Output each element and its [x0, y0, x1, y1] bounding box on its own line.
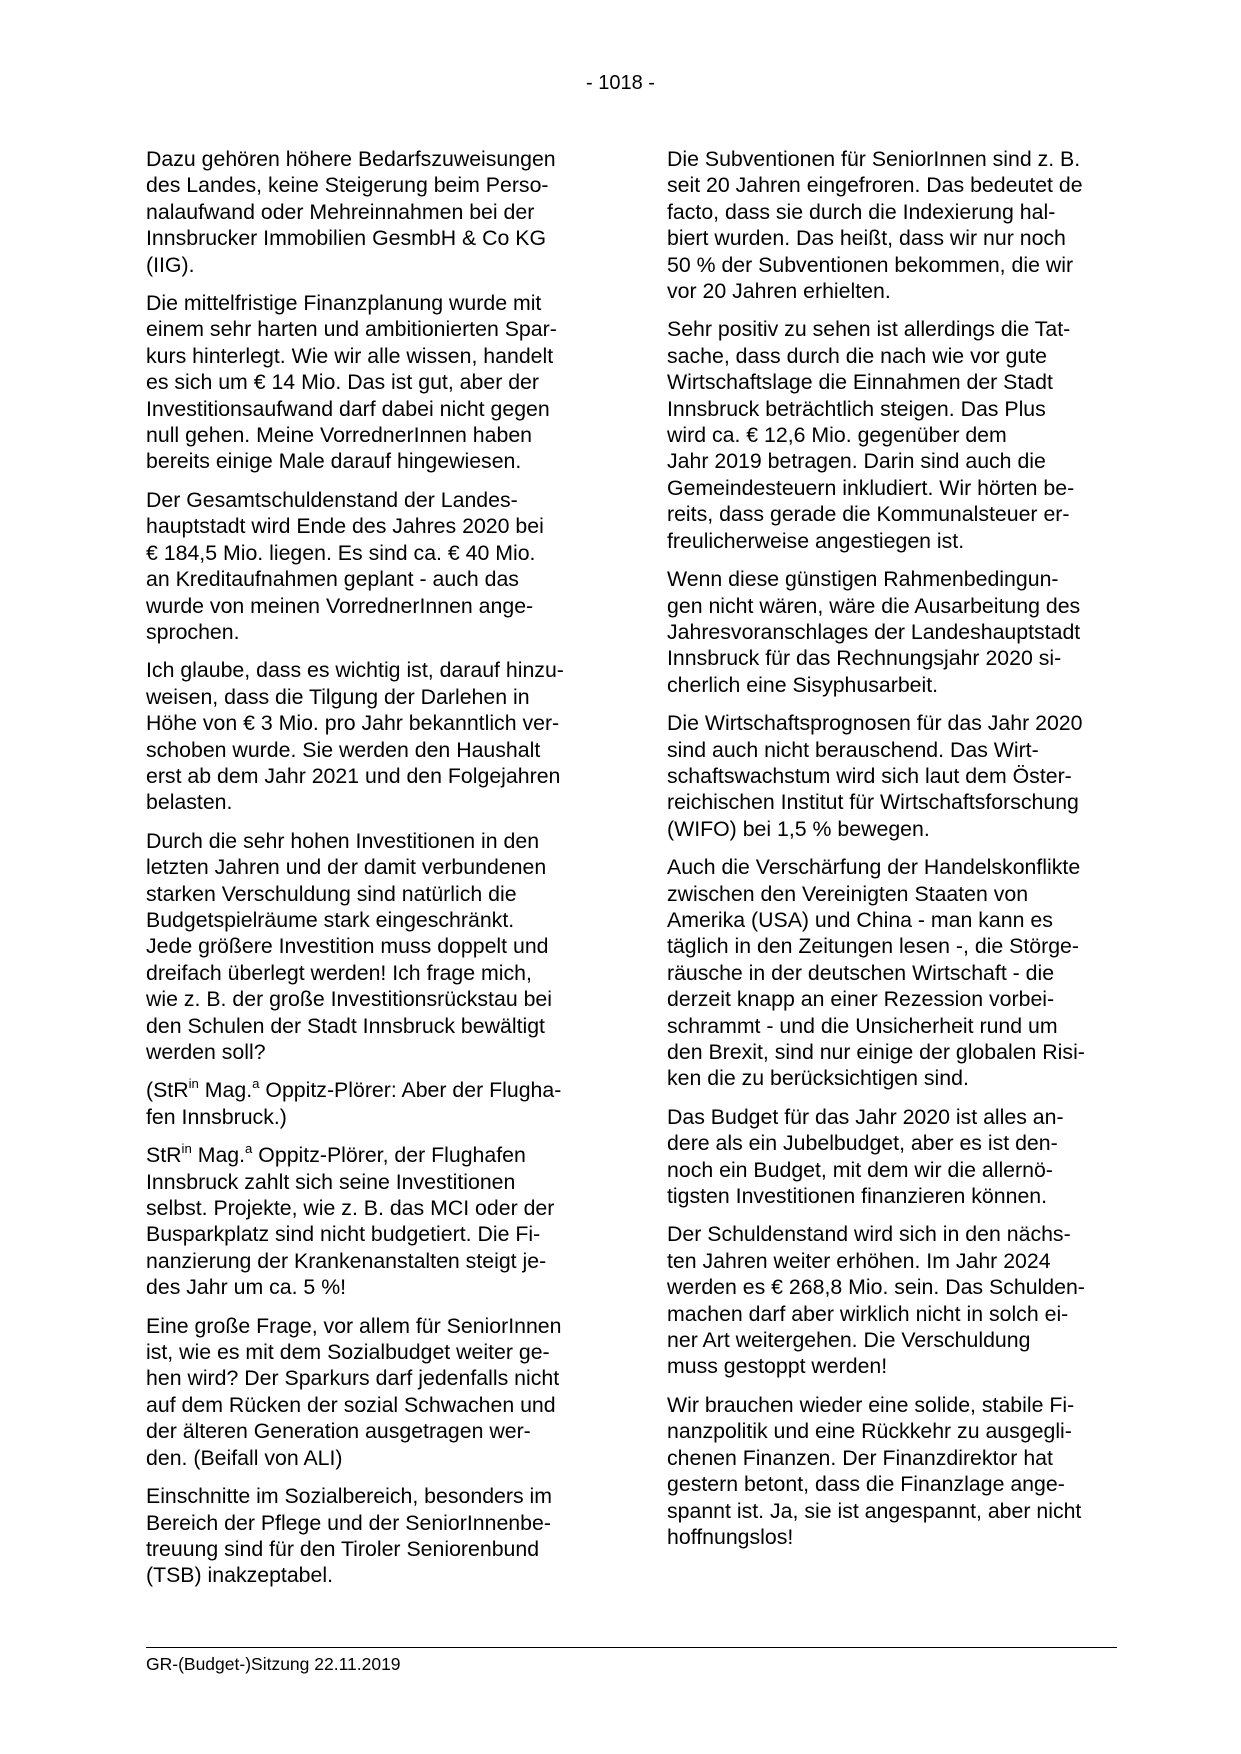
paragraph: Sehr positiv zu sehen ist allerdings die Tat- sache, dass durch die nach wie vor gute Wirtschaftslage die Einnahmen der Stadt Innsbruck beträchtlich steigen. Das Plus wird ca. € 12,6 Mio. gegenüber dem Jahr 2019 betragen. Darin sind auch die Gemeindesteuern inkludiert. Wir hörten be- reits, dass gerade die Kommunalsteuer er- freulicherweise angestiegen ist.: [667, 317, 1075, 553]
paragraph: Das Budget für das Jahr 2020 ist alles an- dere als ein Jubelbudget, aber es ist den- noch ein Budget, mit dem wir die allernö- tigsten Investitionen finanzieren können.: [667, 1104, 1064, 1209]
interjection-paragraph: [146, 1077, 598, 1130]
paragraph: Auch die Verschärfung der Handelskonflikte zwischen den Vereinigten Staaten von Amerika (USA) und China - man kann es täglich in den Zeitungen lesen -, die Störge- räusche in der deutschen Wirtschaft - die derzeit knapp an einer Rezession vorbei- schrammt - und die Unsicherheit rund um den Brexit, sind nur einige der globalen Risi- ken die zu berücksichtigen sind.: [667, 855, 1085, 1091]
paragraph: Der Schuldenstand wird sich in den nächs- ten Jahren weiter erhöhen. Im Jahr 2024 werden es € 268,8 Mio. sein. Das Schulden- machen darf aber wirklich nicht in solch ei- ner Art weitergehen. Die Verschuldung muss gestoppt werden!: [667, 1222, 1085, 1379]
superscript: in: [181, 1140, 192, 1156]
paragraph: Die mittelfristige Finanzplanung wurde mit einem sehr harten und ambitionierten Spar- kurs hinterlegt. Wie wir alle wissen, handelt es sich um € 14 Mio. Das ist gut, aber der Investitionsaufwand darf dabei nicht gegen null gehen. Meine VorrednerInnen haben bereits einige Male darauf hingewiesen.: [146, 291, 557, 474]
text-run: Oppitz-Plörer: Aber der Flugha- fen Innsbruck.): [146, 1078, 562, 1129]
superscript: in: [188, 1076, 199, 1092]
text-run: Mag.: [198, 1078, 253, 1103]
footer-divider: [146, 1647, 1117, 1648]
text-run: StR: [146, 1143, 182, 1168]
right-column: [667, 146, 1119, 1562]
paragraph: Die Wirtschaftsprognosen für das Jahr 2020 sind auch nicht berauschend. Das Wirt- schaftswachstum wird sich laut dem Öster- reichischen Institut für Wirtschaftsforschung (WIFO) bei 1,5 % bewegen.: [667, 711, 1083, 841]
text-run: Mag.: [191, 1143, 246, 1168]
text-run: Oppitz-Plörer, der Flughafen Innsbruck zahlt sich seine Investitionen selbst. Projekte, wie z. B. das MCI oder der Busparkplatz sind nicht budgetiert. Die Fi- nanzierung der Krankenanstalten steigt je- des Jahr um ca. 5 %!: [146, 1143, 555, 1300]
superscript: a: [252, 1076, 260, 1092]
page-number: - 1018 -: [586, 72, 655, 94]
paragraph: Ich glaube, dass es wichtig ist, darauf hinzu- weisen, dass die Tilgung der Darlehen in Höhe von € 3 Mio. pro Jahr bekanntlich ver- schoben wurde. Sie werden den Haushalt erst ab dem Jahr 2021 und den Folgejahren belasten.: [146, 658, 564, 815]
text-run: (StR: [146, 1078, 189, 1103]
footer-session-label: GR-(Budget-)Sitzung 22.11.2019: [146, 1654, 401, 1674]
paragraph: Die Subventionen für SeniorInnen sind z. B. seit 20 Jahren eingefroren. Das bedeutet de facto, dass sie durch die Indexierung hal- biert wurden. Das heißt, dass wir nur noch 50 % der Subventionen bekommen, die wir vor 20 Jahren erhielten.: [667, 147, 1083, 304]
paragraph: Dazu gehören höhere Bedarfszuweisungen des Landes, keine Steigerung beim Perso- nalaufwand oder Mehreinnahmen bei der Innsbrucker Immobilien GesmbH & Co KG (IIG).: [146, 147, 556, 277]
superscript: a: [245, 1140, 253, 1156]
paragraph: Einschnitte im Sozialbereich, besonders im Bereich der Pflege und der SeniorInnenbe- treuung sind für den Tiroler Seniorenbund (TSB) inakzeptabel.: [146, 1484, 553, 1588]
paragraph: Wenn diese günstigen Rahmenbedingun- gen nicht wären, wäre die Ausarbeitung des Jahresvoranschlages der Landeshauptstadt Innsbruck für das Rechnungsjahr 2020 si- cherlich eine Sisyphusarbeit.: [667, 567, 1081, 697]
paragraph: Wir brauchen wieder eine solide, stabile Fi- nanzpolitik und eine Rückkehr zu ausgegli- chenen Finanzen. Der Finanzdirektor hat gestern betont, dass die Finanzlage ange- spannt ist. Ja, sie ist angespannt, aber nicht hoffnungslos!: [667, 1392, 1082, 1549]
paragraph: Der Gesamtschuldenstand der Landes- hauptstadt wird Ende des Jahres 2020 bei € 184,5 Mio. liegen. Es sind ca. € 40 Mio. an Kreditaufnahmen geplant - auch das wurde von meinen VorrednerInnen ange- sprochen.: [146, 487, 544, 644]
paragraph: Eine große Frage, vor allem für SeniorInnen ist, wie es mit dem Sozialbudget weiter ge- hen wird? Der Sparkurs darf jedenfalls nicht auf dem Rücken der sozial Schwachen und der älteren Generation ausgetragen wer- den. (Beifall von ALI): [146, 1313, 562, 1470]
paragraph: [146, 1142, 598, 1300]
left-column: [146, 146, 598, 1601]
paragraph: Durch die sehr hohen Investitionen in den letzten Jahren und der damit verbundenen starken Verschuldung sind natürlich die Budgetspielräume stark eingeschränkt. Jede größere Investition muss doppelt und dreifach überlegt werden! Ich frage mich, wie z. B. der große Investitionsrückstau bei den Schulen der Stadt Innsbruck bewältigt werden soll?: [146, 828, 553, 1064]
